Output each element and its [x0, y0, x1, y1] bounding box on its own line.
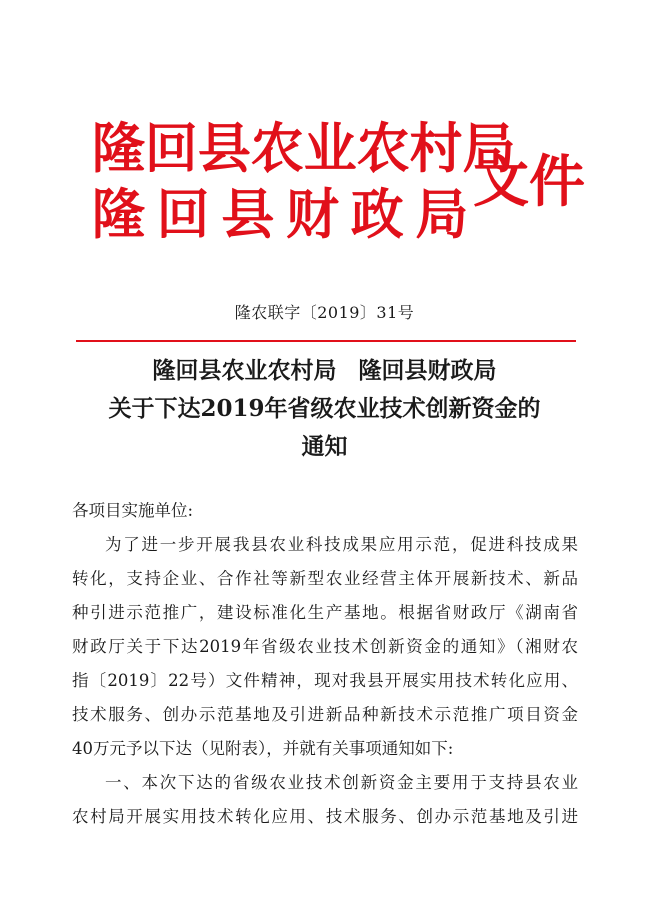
paragraph-line: 为了进一步开展我县农业科技成果应用示范，促进科技成果 [105, 535, 578, 554]
paragraph-line: 财政厅关于下达2019年省级农业技术创新资金的通知》（湘财农 [72, 637, 578, 656]
salutation: 各项目实施单位: [72, 501, 194, 520]
paragraph-line: 转化，支持企业、合作社等新型农业经营主体开展新技术、新品 [72, 569, 578, 588]
paragraph-line: 种引进示范推广，建设标准化生产基地。根据省财政厅《湖南省 [72, 603, 578, 622]
title-issuer-a: 隆回县农业农村局 [152, 357, 337, 384]
paragraph-2 [72, 766, 578, 834]
paragraph-line: 指〔2019〕22号）文件精神，现对我县开展实用技术转化应用、 [72, 671, 578, 690]
red-divider-line [76, 340, 576, 342]
paragraph-line: 技术服务、创办示范基地及引进新品种新技术示范推广项目资金 [72, 705, 578, 724]
issuer-name-finance-bureau: 隆回县财政局 [92, 182, 481, 246]
document-header [92, 116, 585, 268]
document-type-label: 文件 [473, 149, 585, 215]
issuer-name-agriculture-bureau: 隆回县农业农村局 [92, 116, 516, 180]
paragraph-1 [72, 528, 578, 766]
paragraph-line: 40万元予以下达（见附表），并就有关事项通知如下: [72, 739, 454, 758]
paragraph-line: 一、本次下达的省级农业技术创新资金主要用于支持县农业 [105, 773, 578, 792]
notice-title-line2: 关于下达2019年省级农业技术创新资金的 [108, 395, 541, 422]
document-number: 隆农联字〔2019〕31号 [234, 303, 415, 322]
notice-title [0, 352, 649, 466]
title-issuer-b: 隆回县财政局 [358, 357, 497, 384]
notice-title-line3: 通知 [301, 433, 348, 460]
notice-title-line1 [0, 352, 649, 390]
notice-body [72, 494, 578, 834]
paragraph-line: 农村局开展实用技术转化应用、技术服务、创办示范基地及引进 [72, 807, 578, 826]
